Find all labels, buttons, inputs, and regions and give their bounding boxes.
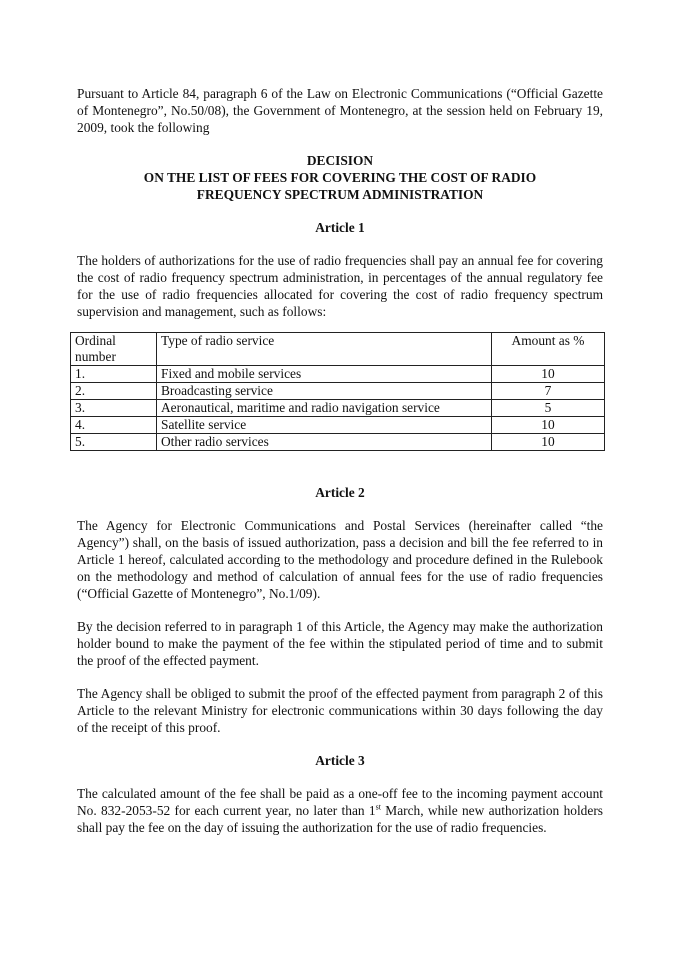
- table-row: [71, 417, 605, 434]
- table-header-row: [71, 333, 605, 366]
- table-row: [71, 434, 605, 451]
- row-type: Fixed and mobile services: [157, 366, 492, 383]
- article-1-heading: Article 1: [315, 220, 365, 235]
- row-amount: 10: [492, 366, 605, 383]
- decision-title: DECISION: [306, 153, 374, 168]
- header-type: Type of radio service: [157, 333, 492, 366]
- row-ordinal: 1.: [71, 366, 157, 383]
- row-ordinal: 3.: [71, 400, 157, 417]
- article-2-heading: Article 2: [315, 485, 365, 500]
- row-amount: 10: [492, 434, 605, 451]
- header-ordinal: Ordinal number: [71, 333, 157, 366]
- article-3-text-start: The calculated amount of the fee shall be paid as a one-off fee to the incoming payment account No. 832-2053-52 for each current year, no later than 1: [77, 786, 603, 818]
- row-amount: 10: [492, 417, 605, 434]
- fees-table: [70, 332, 605, 451]
- ordinal-suffix: st: [375, 802, 381, 812]
- article-3-paragraph-1: [77, 785, 603, 836]
- decision-subtitle-line1: ON THE LIST OF FEES FOR COVERING THE COST OF RADIO: [143, 170, 537, 185]
- article-2-paragraph-1: The Agency for Electronic Communications and Postal Services (hereinafter called “the Agency”) shall, on the basis of issued authorization, pass a decision and bill the fee referred to in Article 1 hereof, calculated according to the methodology and procedure defined in the Rulebook on the methodology and method of calculation of annual fees for the use of radio frequencies (“Official Gazette of Montenegro”, No.1/09).: [77, 518, 603, 601]
- article-3-heading: Article 3: [315, 753, 365, 768]
- row-ordinal: 2.: [71, 383, 157, 400]
- article-1-text: The holders of authorizations for the use of radio frequencies shall pay an annual fee for covering the cost of radio frequency spectrum administration, in percentages of the annual regulatory fee for the use of radio frequencies allocated for covering the cost of radio frequency spectrum supervision and management, such as follows:: [77, 253, 603, 319]
- row-amount: 5: [492, 400, 605, 417]
- article-2-paragraph-3: The Agency shall be obliged to submit the proof of the effected payment from paragraph 2 of this Article to the relevant Ministry for electronic communications within 30 days following the day of the receipt of this proof.: [77, 686, 603, 735]
- row-type: Broadcasting service: [157, 383, 492, 400]
- decision-subtitle-line2: FREQUENCY SPECTRUM ADMINISTRATION: [196, 187, 484, 202]
- row-type: Satellite service: [157, 417, 492, 434]
- row-type: Aeronautical, maritime and radio navigation service: [157, 400, 492, 417]
- article-3-text-end: March, while new authorization holders shall pay the fee on the day of issuing the authorization for the use of radio frequencies.: [77, 803, 603, 835]
- row-amount: 7: [492, 383, 605, 400]
- row-type: Other radio services: [157, 434, 492, 451]
- row-ordinal: 5.: [71, 434, 157, 451]
- table-row: [71, 400, 605, 417]
- table-row: [71, 383, 605, 400]
- header-amount: Amount as %: [492, 333, 605, 366]
- article-2-paragraph-2: By the decision referred to in paragraph 1 of this Article, the Agency may make the authorization holder bound to make the payment of the fee within the stipulated period of time and to submit the proof of the effected payment.: [77, 619, 603, 668]
- preamble: Pursuant to Article 84, paragraph 6 of the Law on Electronic Communications (“Official Gazette of Montenegro”, No.50/08), the Government of Montenegro, at the session held on February 19, 2009, took the following: [77, 86, 603, 135]
- row-ordinal: 4.: [71, 417, 157, 434]
- table-row: [71, 366, 605, 383]
